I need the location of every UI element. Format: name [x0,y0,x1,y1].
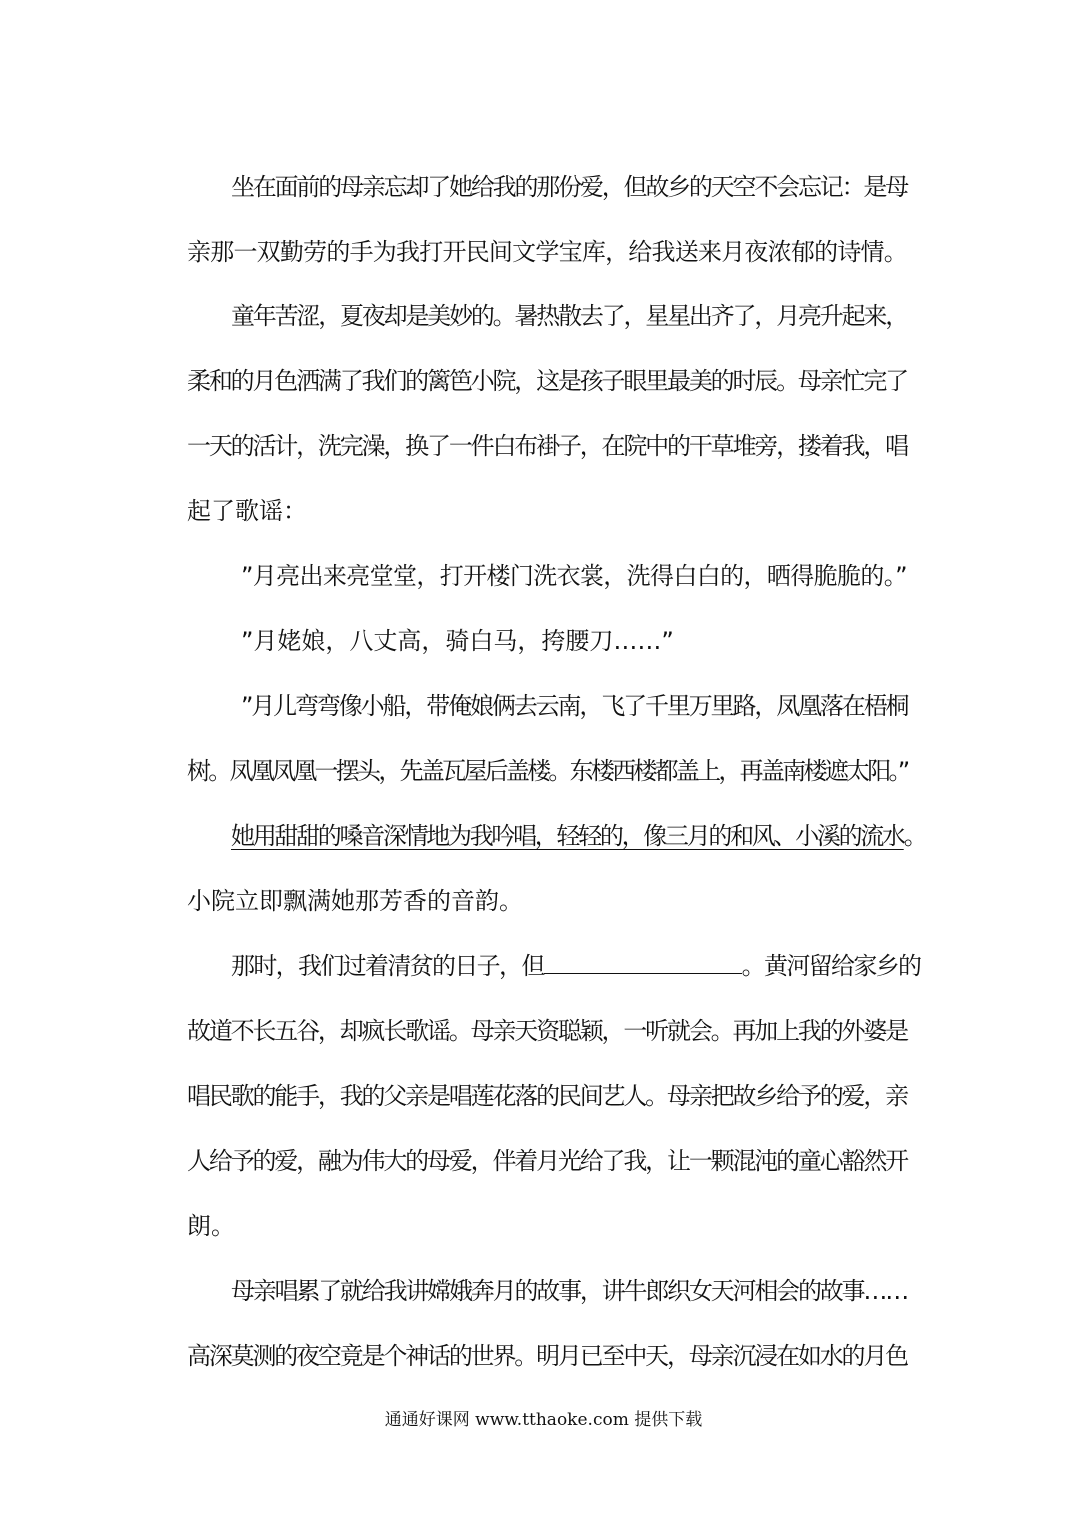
paragraph-4-line-2: 故道不长五谷，却疯长歌谣。母亲天资聪颖，一听就会。再加上我的外婆是 [187,1017,907,1045]
paragraph-4-line-4: 人给予的爱，融为伟大的母爱，伴着月光给了我，让一颗混沌的童心豁然开 [187,1147,907,1175]
paragraph-2-line-3: 一天的活计，洗完澡，换了一件白布褂子，在院中的干草堆旁，搂着我，唱 [187,432,907,460]
paragraph-1-line-1: 坐在面前的母亲忘却了她给我的那份爱，但故乡的天空不会忘记：是母 [231,173,907,201]
paragraph-2-line-1: 童年苦涩，夏夜却是美妙的。暑热散去了，星星出齐了，月亮升起来， [231,302,907,330]
paragraph-3-line-2: 小院立即飘满她那芳香的音韵。 [187,887,523,915]
paragraph-1-line-2: 亲那一双勤劳的手为我打开民间文学宝库，给我送来月夜浓郁的诗情。 [187,238,907,266]
paragraph-3-line-1 [231,821,925,851]
page-footer: 通通好课网 www.tthaoke.com 提供下载 [384,1410,703,1430]
fill-in-blank [544,951,742,974]
paragraph-5-line-1: 母亲唱累了就给我讲嫦娥奔月的故事，讲牛郎织女天河相会的故事…… [231,1277,907,1305]
underlined-sentence: 她用甜甜的嗓音深情地为我吟唱，轻轻的，像三月的和风、小溪的流水 [231,822,904,850]
paragraph-2-line-2: 柔和的月色洒满了我们的篱笆小院，这是孩子眼里最美的时辰。母亲忙完了 [187,367,907,395]
song-quote-3-line-2: 树。凤凰凤凰一摆头，先盖瓦屋后盖楼。东楼西楼都盖上，再盖南楼遮太阳。” [187,757,908,785]
paragraph-2-line-4: 起了歌谣： [187,497,307,525]
paragraph-4-line-3: 唱民歌的能手，我的父亲是唱莲花落的民间艺人。母亲把故乡给予的爱，亲 [187,1082,907,1110]
song-quote-2: ”月姥娘，八丈高，骑白马，挎腰刀……” [241,627,674,655]
paragraph-4-line-5: 朗。 [187,1212,235,1240]
paragraph-4-line-1 [231,951,920,981]
sentence-end: 。 [903,822,926,850]
paragraph-4-continuation: 。黄河留给家乡的 [741,952,921,980]
song-quote-1: ”月亮出来亮堂堂，打开楼门洗衣裳，洗得白白的，晒得脆脆的。” [241,562,907,590]
paragraph-5-line-2: 高深莫测的夜空竟是个神话的世界。明月已至中天，母亲沉浸在如水的月色 [187,1342,907,1370]
song-quote-3-line-1: ”月儿弯弯像小船，带俺娘俩去云南，飞了千里万里路，凤凰落在梧桐 [241,692,908,720]
paragraph-4-start: 那时，我们过着清贫的日子，但 [231,952,544,980]
